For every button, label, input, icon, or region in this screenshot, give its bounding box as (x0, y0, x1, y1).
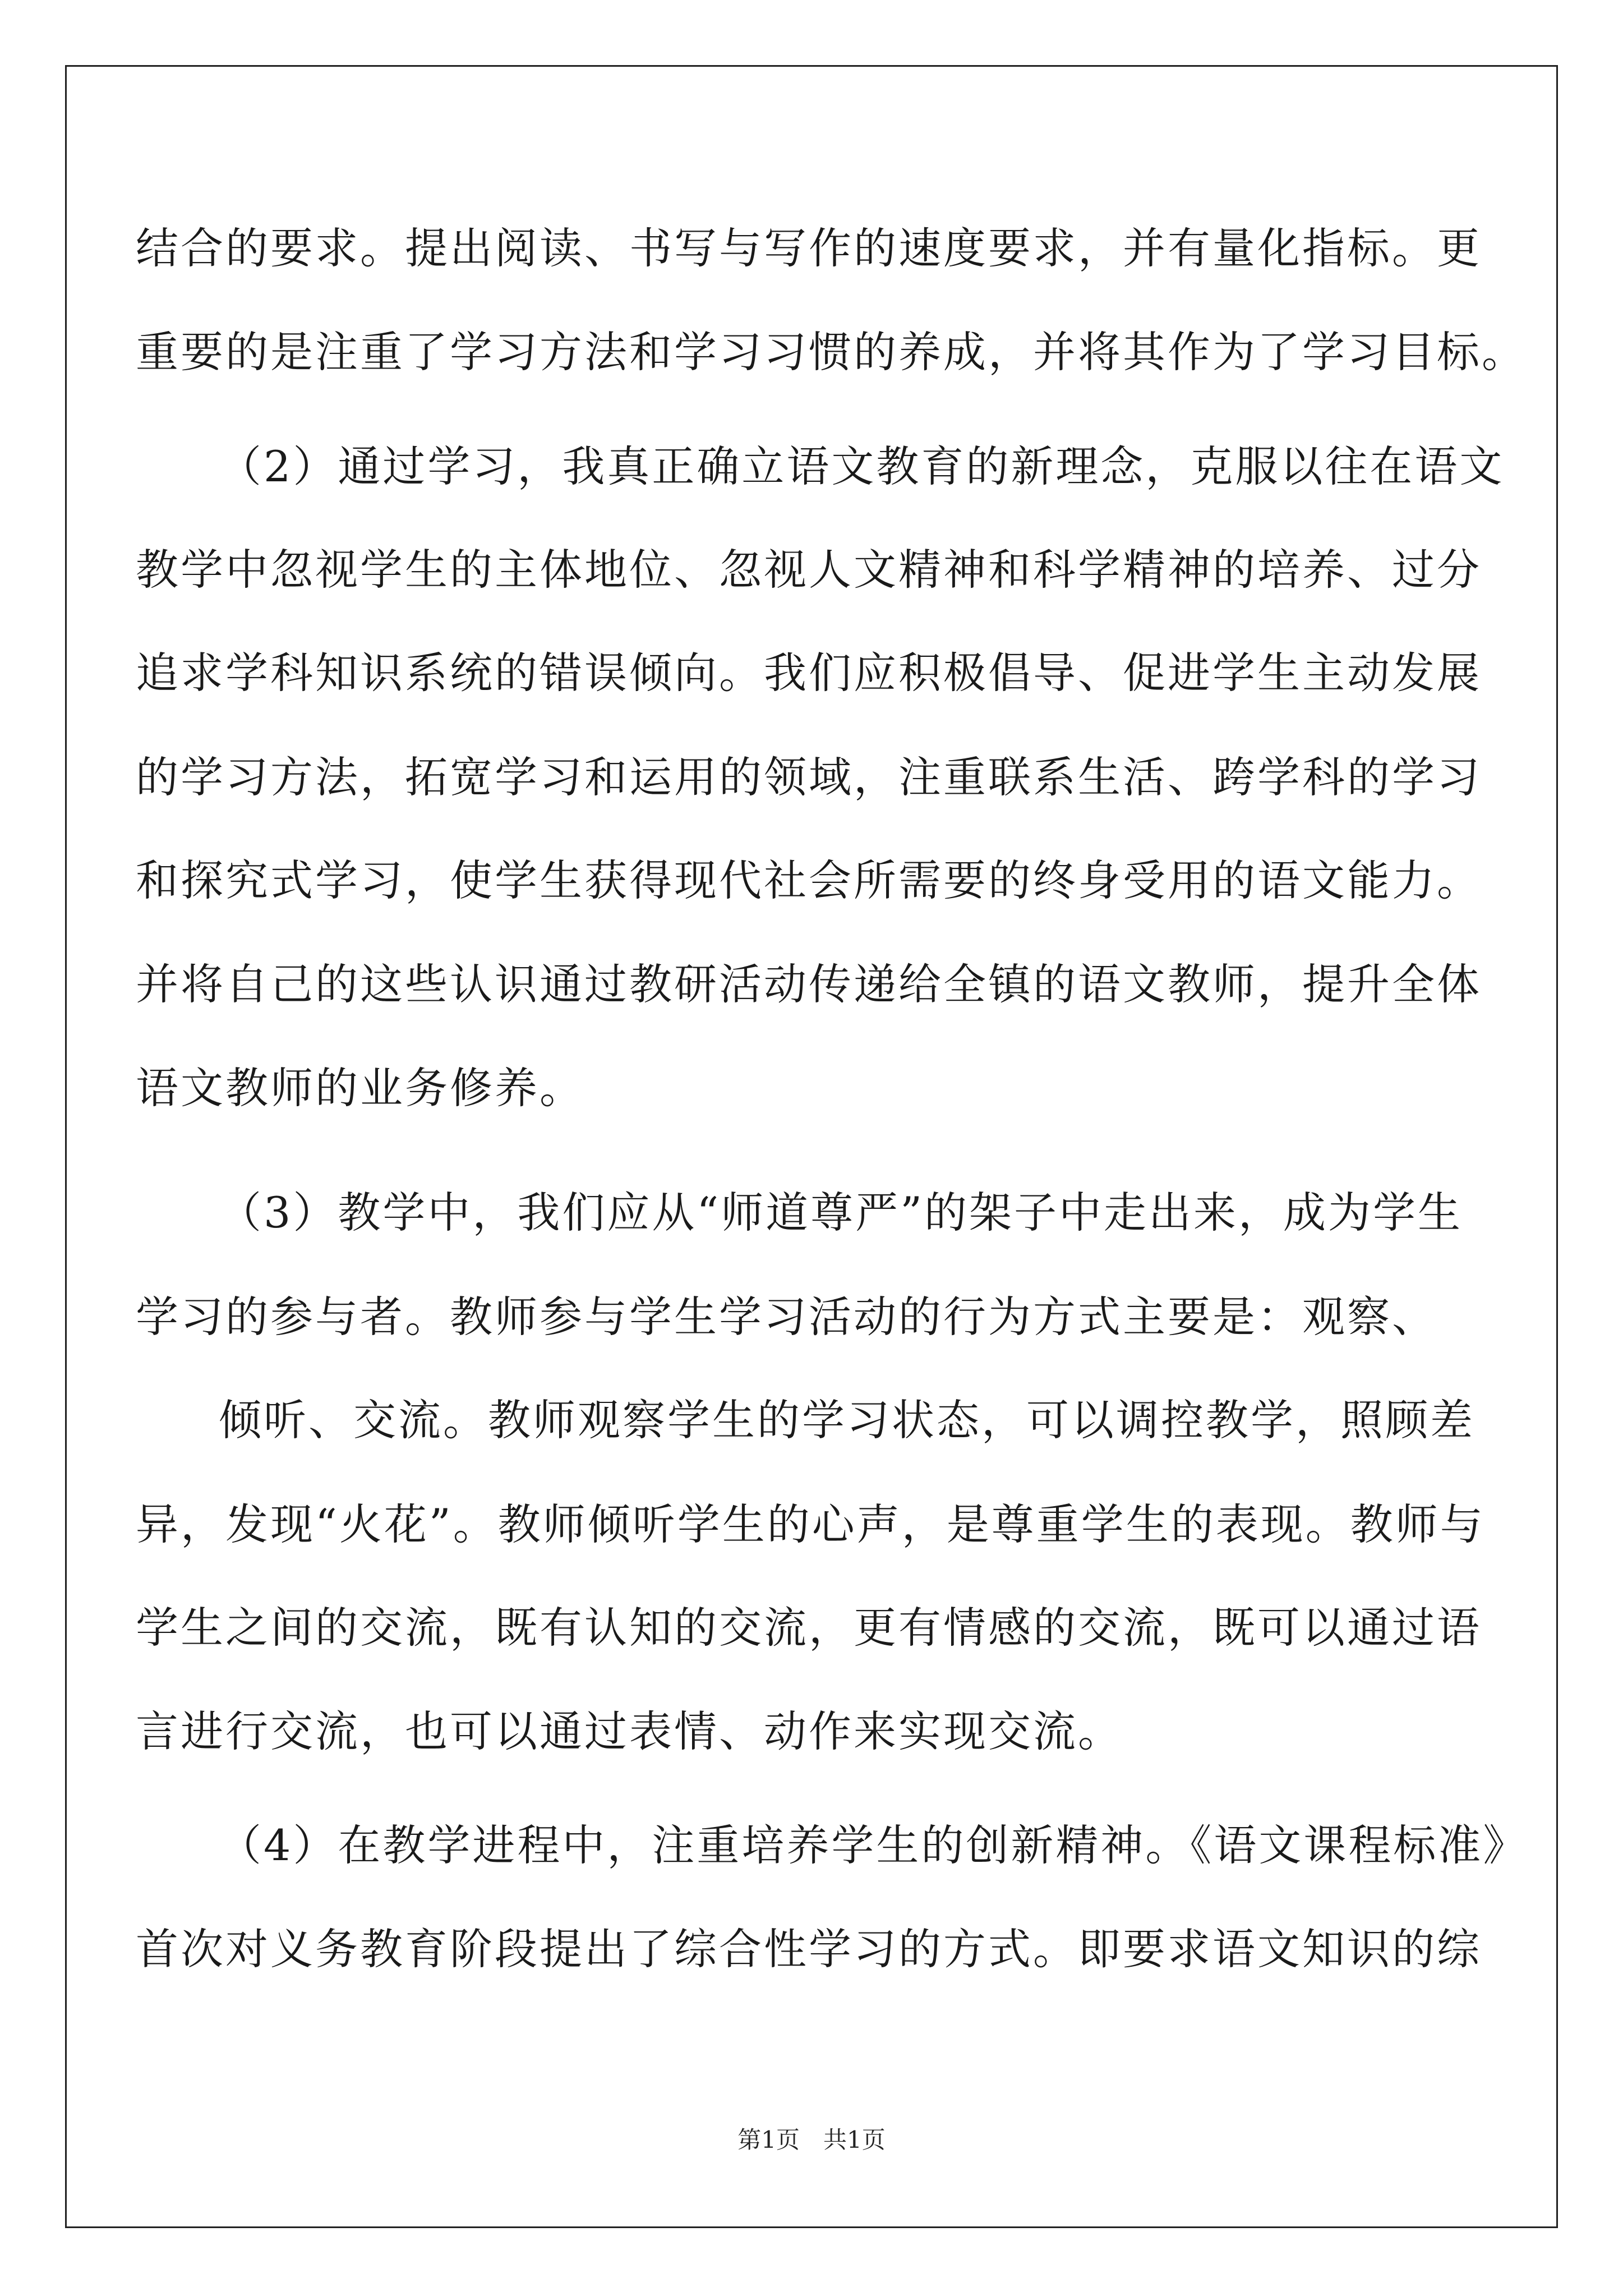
paragraph-start-line: （2）通过学习，我真正确立语文教育的新理念，克服以往在语文 (219, 441, 1505, 491)
page-footer: 第1页 共1页 (737, 2126, 886, 2154)
text-line: 追求学科知识系统的错误倾向。我们应积极倡导、促进学生主动发展 (136, 648, 1482, 698)
text-line: 重要的是注重了学习方法和学习习惯的养成，并将其作为了学习目标。 (136, 327, 1527, 377)
text-line: 结合的要求。提出阅读、书写与写作的速度要求，并有量化指标。更 (136, 223, 1482, 273)
text-line: 学习的参与者。教师参与学生学习活动的行为方式主要是：观察、 (136, 1292, 1437, 1342)
text-line: 并将自己的这些认识通过教研活动传递给全镇的语文教师，提升全体 (136, 959, 1482, 1009)
text-line: 学生之间的交流，既有认知的交流，更有情感的交流，既可以通过语 (136, 1603, 1482, 1653)
paragraph-start-line: 倾听、交流。教师观察学生的学习状态，可以调控教学，照顾差 (219, 1395, 1475, 1445)
text-line: 的学习方法，拓宽学习和运用的领域，注重联系生活、跨学科的学习 (136, 752, 1482, 802)
text-line: 语文教师的业务修养。 (136, 1063, 584, 1113)
text-line: 异，发现“火花”。教师倾听学生的心声，是尊重学生的表现。教师与 (136, 1499, 1485, 1549)
text-line: 和探究式学习，使学生获得现代社会所需要的终身受用的语文能力。 (136, 855, 1482, 905)
text-line: 首次对义务教育阶段提出了综合性学习的方式。即要求语文知识的综 (136, 1924, 1482, 1974)
paragraph-start-line: （4）在教学进程中，注重培养学生的创新精神。《语文课程标准》 (219, 1820, 1528, 1870)
text-line: 教学中忽视学生的主体地位、忽视人文精神和科学精神的培养、过分 (136, 545, 1482, 595)
paragraph-start-line: （3）教学中，我们应从“师道尊严”的架子中走出来，成为学生 (219, 1188, 1463, 1237)
page-border (65, 65, 1558, 2228)
text-line: 言进行交流，也可以通过表情、动作来实现交流。 (136, 1706, 1123, 1756)
